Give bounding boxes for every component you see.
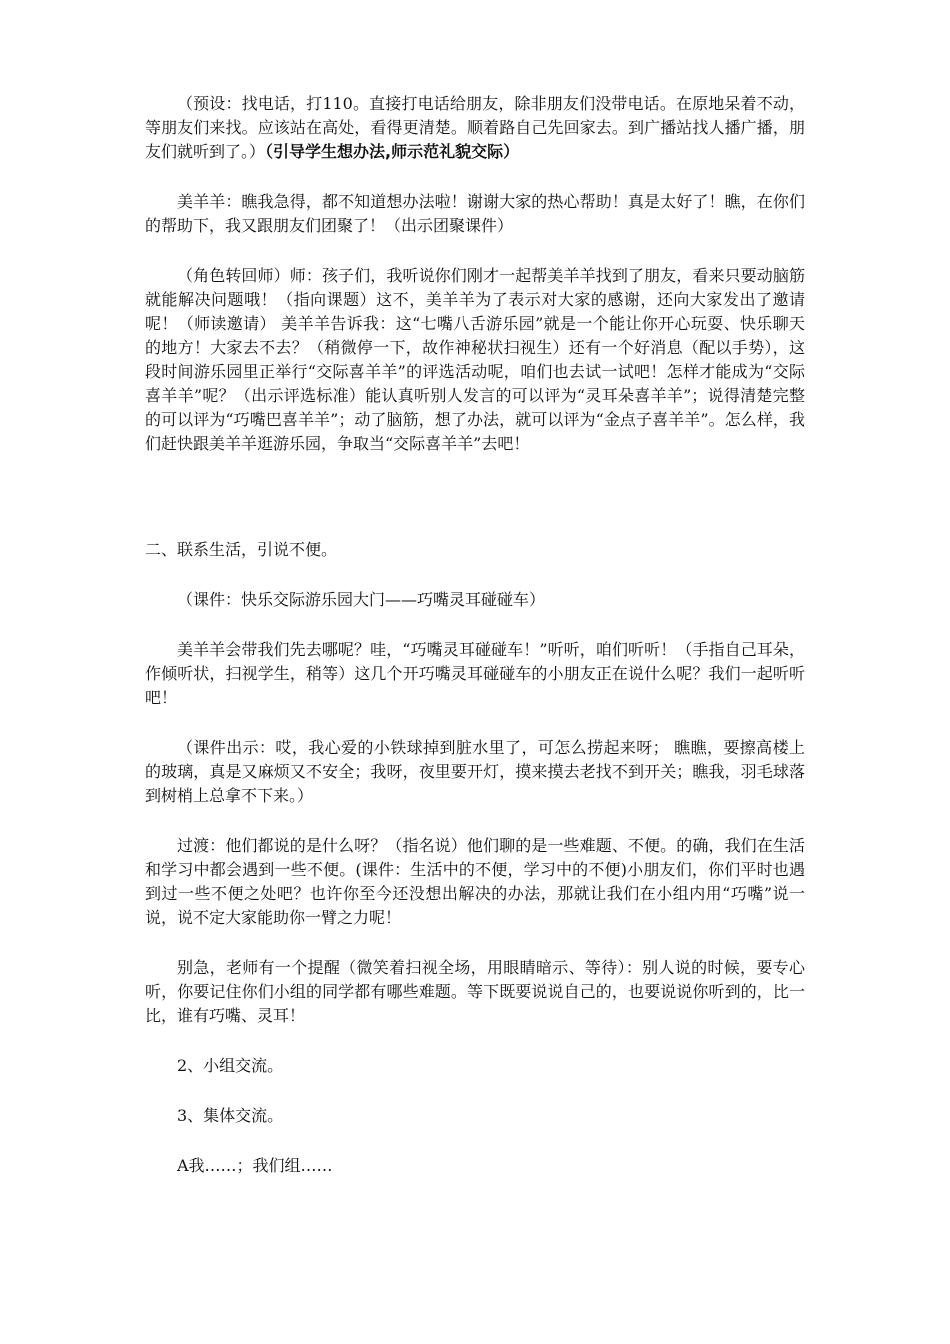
- step-3-item: 3、集体交流。: [177, 1106, 284, 1125]
- meiyangyang-thanks-paragraph: 美羊羊：瞧我急得，都不知道想办法啦！谢谢大家的热心帮助！真是太好了！瞧，在你们的帮助下，我又跟朋友们团聚了！（出示团聚课件）: [145, 192, 805, 235]
- preset-paragraph: [145, 92, 805, 164]
- bumper-car-paragraph: 美羊羊会带我们先去哪呢？哇，“巧嘴灵耳碰碰车！”听听，咱们听听！（手指自己耳朵，作倾听状，扫视学生，稍等）这几个开巧嘴灵耳碰碰车的小朋友正在说什么呢？我们一起听听吧！: [145, 640, 805, 707]
- step-2-item: 2、小组交流。: [177, 1056, 284, 1075]
- step-a-item: A我……；我们组……: [177, 1156, 333, 1175]
- courseware-note-paragraph: （课件：快乐交际游乐园大门——巧嘴灵耳碰碰车）: [177, 590, 546, 609]
- preset-bold-note: （引导学生想办法,师示范礼貌交际）: [265, 142, 520, 161]
- courseware-display-paragraph: （课件出示：哎，我心爱的小铁球掉到脏水里了，可怎么捞起来呀； 瞧瞧，要擦高楼上的玻璃，真是又麻烦又不安全；我呀，夜里要开灯，摸来摸去老找不到开关；瞧我，羽毛球落到树梢上总拿不下来。）: [145, 738, 805, 805]
- teacher-invitation-paragraph: （角色转回师）师：孩子们，我听说你们刚才一起帮美羊羊找到了朋友，看来只要动脑筋就能解决问题哦！（指向课题）这不，美羊羊为了表示对大家的感谢，还向大家发出了邀请呢！（师读邀请） 美羊羊告诉我：这“七嘴八舌游乐园”就是一个能让你开心玩耍、快乐聊天的地方！大家去不去？（稍微停一下，故作神秘状扫视生）还有一个好消息（配以手势），这段时间游乐园里正举行“交际喜羊羊”的评选活动呢，咱们也去试一试吧！怎样才能成为“交际喜羊羊”呢？（出示评选标准）能认真听别人发言的可以评为“灵耳朵喜羊羊”；说得清楚完整的可以评为“巧嘴巴喜羊羊”；动了脑筋，想了办法，就可以评为“金点子喜羊羊”。怎么样，我们赶快跟美羊羊逛游乐园，争取当“交际喜羊羊”去吧！: [145, 266, 805, 453]
- teacher-reminder-paragraph: 别急，老师有一个提醒（微笑着扫视全场，用眼睛暗示、等待）：别人说的时候，要专心听，你要记住你们小组的同学都有哪些难题。等下既要说说自己的，也要说说你听到的，比一比，谁有巧嘴、灵耳！: [145, 958, 805, 1025]
- section-gap: [145, 482, 805, 538]
- document-page: [145, 92, 805, 1204]
- preset-text: （预设：找电话，打110。直接打电话给朋友，除非朋友们没带电话。在原地呆着不动，等朋友们来找。应该站在高处，看得更清楚。顺着路自己先回家去。到广播站找人播广播，朋友们就听到了。）: [145, 94, 805, 161]
- transition-paragraph: 过渡：他们都说的是什么呀？（指名说）他们聊的是一些难题、不便。的确，我们在生活和学习中都会遇到一些不便。(课件：生活中的不便，学习中的不便)小朋友们，你们平时也遇到过一些不便之处吧？也许你至今还没想出解决的办法，那就让我们在小组内用“巧嘴”说一说，说不定大家能助你一臂之力呢！: [145, 836, 805, 927]
- section-heading-2: 二、联系生活，引说不便。: [145, 540, 338, 559]
